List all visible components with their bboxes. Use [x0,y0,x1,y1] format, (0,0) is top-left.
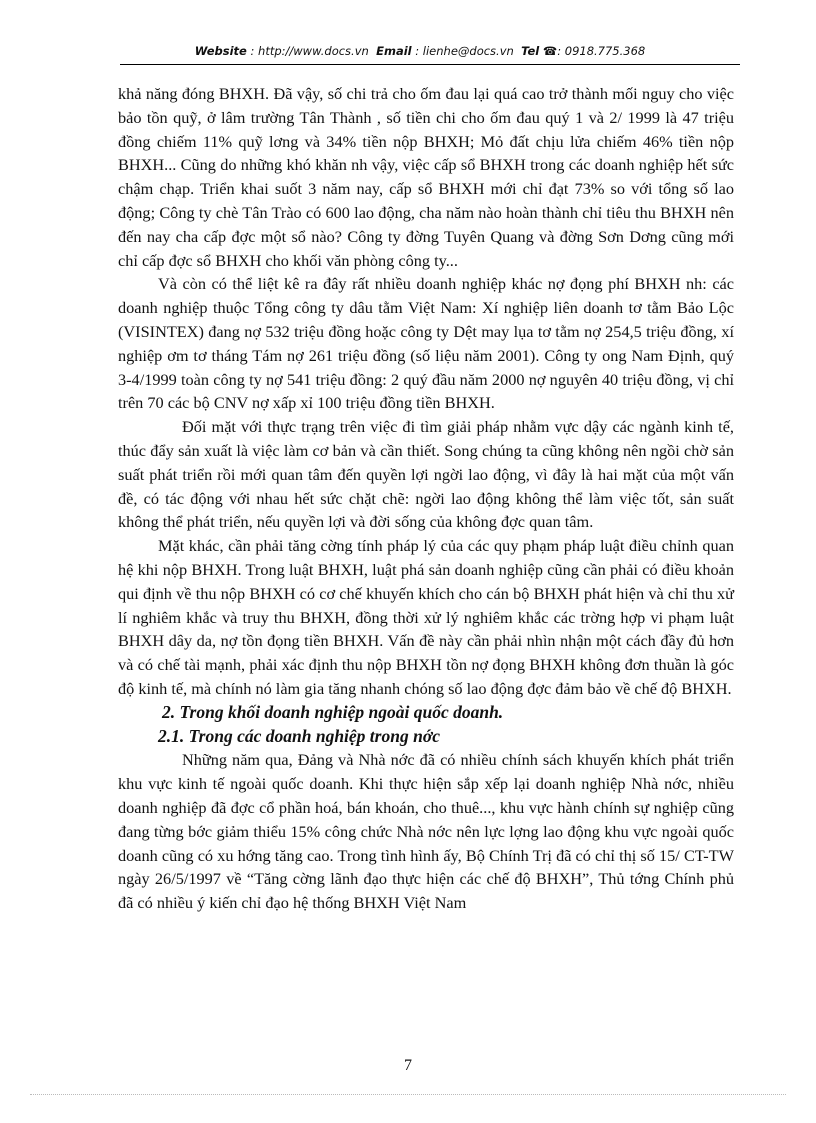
paragraph-1: khả năng đóng BHXH. Đã vậy, số chi trả cho ốm đau lại quá cao trở thành mối nguy cho việc bảo tồn quỹ, ở lâm trường Tân Thành , số tiền chi cho ốm đau quý 1 và 2/ 1999 là 47 triệu đồng chiếm 11% quỹ lơng và 34% tiền nộp BHXH; Mỏ đất chịu lửa chiếm 46% tiền nộp BHXH... Cũng do những khó khăn nh vậy, việc cấp sổ BHXH trong các doanh nghiệp hết sức chậm chạp. Triển khai suốt 3 năm nay, cấp sổ BHXH mới chỉ đạt 73% so với tổng số lao động; Công ty chè Tân Trào có 600 lao động, cha năm nào hoàn thành chỉ tiêu thu BHXH nên đến nay cha cấp đợc một sổ nào? Công ty đờng Tuyên Quang và đờng Sơn Dơng cũng mới chỉ cấp đợc sổ BHXH cho khối văn phòng công ty... [118,84,734,270]
header-divider [120,64,740,65]
subsection-heading: 2.1. Trong các doanh nghiệp trong nớc [158,725,440,746]
tel-label: Tel [521,44,540,58]
footer-divider [30,1094,786,1095]
website-label: Website [194,44,247,58]
paragraph-4: Mặt khác, cần phải tăng cờng tính pháp lý của các quy phạm pháp luật điều chỉnh quan hệ khi nộp BHXH. Trong luật BHXH, luật phá sản doanh nghiệp cũng cần phải có điều khoản qui định về thu nộp BHXH có cơ chế khuyến khích cho cán bộ BHXH phát hiện và chỉ thu xử lí nghiêm khắc và truy thu BHXH, đồng thời xử lý nghiêm khắc các trờng hợp vi phạm luật BHXH dây da, nợ tồn đọng tiền BHXH. Vấn đề này cần phải nhìn nhận một cách đầy đủ hơn và có chế tài mạnh, phải xác định thu nộp BHXH tồn nợ đọng BHXH không đơn thuần là góc độ kinh tế, mà chính nó làm gia tăng nhanh chóng số lao động đợc đảm bảo về chế độ BHXH. [118,536,734,698]
website-value: : http://www.docs.vn [250,44,369,58]
section-heading: 2. Trong khối doanh nghiệp ngoài quốc doanh. [162,701,504,722]
page-number: 7 [404,1057,412,1074]
document-body [118,82,734,915]
paragraph-2: Và còn có thể liệt kê ra đây rất nhiều doanh nghiệp khác nợ đọng phí BHXH nh: các doanh nghiệp thuộc Tổng công ty dâu tằm Việt Nam: Xí nghiệp liên doanh tơ tằm Bảo Lộc (VISINTEX) đang nợ 532 triệu đồng hoặc công ty Dệt may lụa tơ tằm nợ 254,5 triệu đồng, xí nghiệp ơm tơ tháng Tám nợ 261 triệu đồng (số liệu năm 2001). Công ty ong Nam Định, quý 3-4/1999 toàn công ty nợ 541 triệu đồng: 2 quý đầu năm 2000 nợ nguyên 40 triệu đồng, vị chỉ trên 70 các bộ CNV nợ xấp xỉ 100 triệu đồng tiền BHXH. [118,274,734,413]
tel-value: : 0918.775.368 [557,44,646,58]
page-header [100,44,740,58]
paragraph-5: Những năm qua, Đảng và Nhà nớc đã có nhiều chính sách khuyến khích phát triển khu vực kinh tế ngoài quốc doanh. Khi thực hiện sắp xếp lại doanh nghiệp Nhà nớc, nhiều doanh nghiệp đã đợc cổ phần hoá, bán khoán, cho thuê..., khu vực hành chính sự nghiệp cũng đang từng bớc giảm thiểu 15% công chức Nhà nớc nên lực lợng lao động khu vực ngoài quốc doanh cũng có xu hớng tăng cao. Trong tình hình ấy, Bộ Chính Trị đã có chỉ thị số 15/ CT-TW ngày 26/5/1997 về “Tăng cờng lãnh đạo thực hiện các chế độ BHXH”, Thủ tớng Chính phủ đã có nhiều ý kiến chỉ đạo hệ thống BHXH Việt Nam [118,750,734,913]
email-value: : lienhe@docs.vn [415,44,514,58]
paragraph-3: Đối mặt với thực trạng trên việc đi tìm giải pháp nhằm vực dậy các ngành kinh tế, thúc đẩy sản xuất là việc làm cơ bản và cần thiết. Song chúng ta cũng không nên ngồi chờ sản suất phát triển rồi mới quan tâm đến quyền lợi ngời lao động, vì đây là hai mặt của một vấn đề, có tác động với nhau hết sức chặt chẽ: ngời lao động không thể làm việc tốt, sản suất không thể phát triển, nếu quyền lợi và đời sống của không đợc quan tâm. [118,417,734,532]
email-label: Email [376,44,412,58]
phone-icon: ☎ [542,44,558,58]
